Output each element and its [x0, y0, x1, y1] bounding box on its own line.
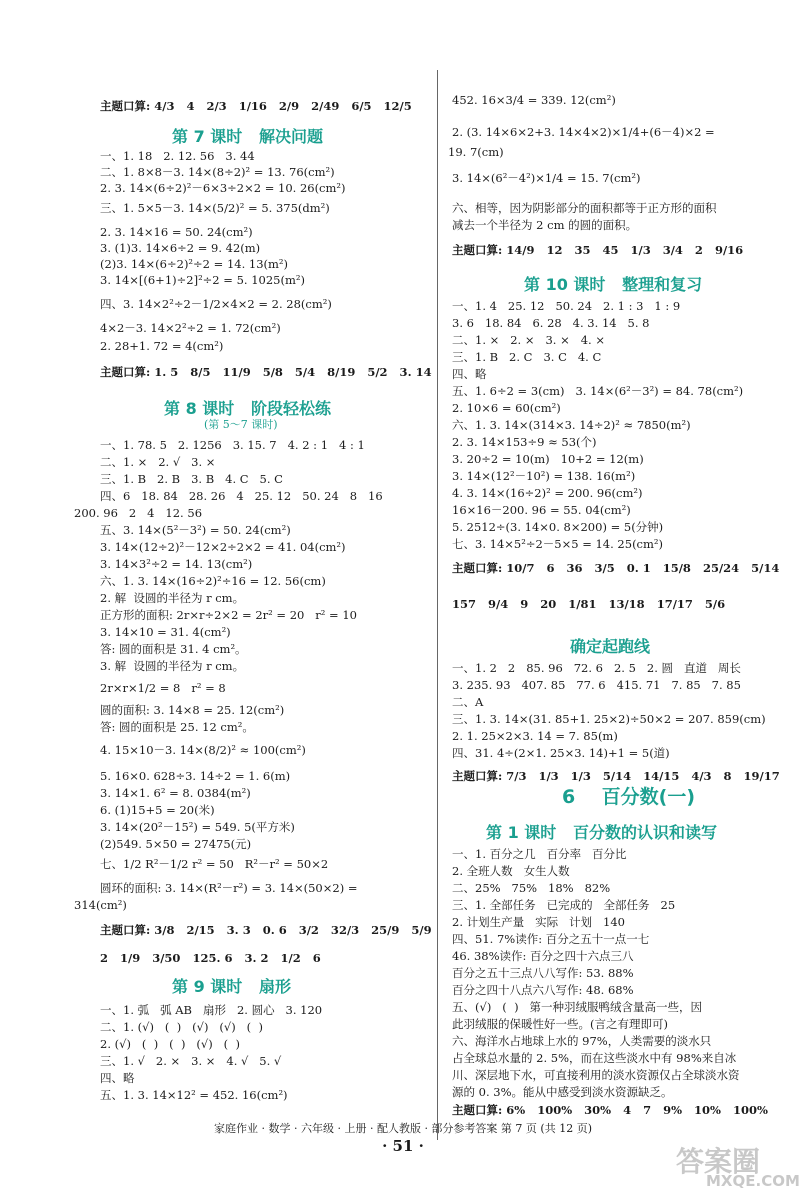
lesson1-oral: 主题口算: 6% 100% 30% 4 7 9% 10% 100%	[452, 1103, 768, 1117]
lesson7-line: 二、1. 8×8－3. 14×(8÷2)² = 13. 76(cm²)	[100, 165, 335, 179]
lesson10-line: 六、1. 3. 14×(314×3. 14÷2)² ≈ 7850(m²)	[452, 418, 691, 432]
lesson7-line: 2. 3. 14×(6÷2)²－6×3÷2×2 = 10. 26(cm²)	[100, 181, 346, 195]
runway-line: 2. 1. 25×2×3. 14 = 7. 85(m)	[452, 729, 618, 743]
lesson7-oral: 主题口算: 1. 5 8/5 11/9 5/8 5/4 8/19 5/2 3. 14	[100, 365, 432, 379]
lesson10-oral-1: 主题口算: 10/7 6 36 3/5 0. 1 15/8 25/24 5/14	[452, 561, 780, 575]
lesson7-line: 一、1. 18 2. 12. 56 3. 44	[100, 149, 255, 163]
lesson8-subtitle: (第 5～7 课时)	[204, 418, 278, 431]
top-oral-left: 主题口算: 4/3 4 2/3 1/16 2/9 2/49 6/5 12/5	[100, 99, 412, 113]
top-line-right: 六、相等，因为阴影部分的面积都等于正方形的面积	[452, 201, 717, 215]
page-number: · 51 ·	[382, 1137, 424, 1155]
watermark-url: MXQE.COM	[706, 1172, 800, 1190]
lesson8-title: 第 8 课时 阶段轻松练	[164, 399, 331, 418]
lesson1-line: 2. 计划生产量 实际 计划 140	[452, 915, 625, 929]
lesson10-line: 五、1. 6÷2 = 3(cm) 3. 14×(6²－3²) = 84. 78(cm²)	[452, 384, 744, 398]
lesson1-line: 四、51. 7%读作: 百分之五十一点一七	[452, 932, 650, 946]
lesson10-line: 七、3. 14×5²÷2－5×5 = 14. 25(cm²)	[452, 537, 663, 551]
lesson10-line: 一、1. 4 25. 12 50. 24 2. 1 : 3 1 : 9	[452, 299, 681, 313]
lesson8-line: 2. 解 设圆的半径为 r cm。	[100, 591, 245, 605]
runway-line: 三、1. 3. 14×(31. 85+1. 25×2)÷50×2 = 207. 859(cm)	[452, 712, 766, 726]
lesson8-line: 2r×r×1/2 = 8 r² = 8	[100, 681, 226, 695]
lesson8-line: 圆环的面积: 3. 14×(R²－r²) = 3. 14×(50×2) =	[100, 881, 358, 895]
lesson8-line: 正方形的面积: 2r×r÷2×2 = 2r² = 20 r² = 10	[100, 608, 357, 622]
lesson10-line: 3. 6 18. 84 6. 28 4. 3. 14 5. 8	[452, 316, 650, 330]
lesson9-line: 四、略	[100, 1071, 135, 1085]
top-oral-right: 主题口算: 14/9 12 35 45 1/3 3/4 2 9/16	[452, 243, 744, 257]
top-line-right: 减去一个半径为 2 cm 的圆的面积。	[452, 218, 638, 232]
lesson10-line: 3. 20÷2 = 10(m) 10+2 = 12(m)	[452, 452, 644, 466]
lesson1-line: 二、25% 75% 18% 82%	[452, 881, 611, 895]
lesson1-line: 一、1. 百分之几 百分率 百分比	[452, 847, 627, 861]
page-footer: 家庭作业 · 数学 · 六年级 · 上册 · 配人教版 · 部分参考答案 第 7 页 (共 12 页)	[213, 1122, 592, 1135]
lesson8-line: 314(cm²)	[74, 898, 127, 912]
lesson8-line: 六、1. 3. 14×(16÷2)²÷16 = 12. 56(cm)	[100, 574, 326, 588]
lesson1-line: 占全球总水量的 2. 5%，而在这些淡水中有 98%来自冰	[452, 1051, 737, 1065]
lesson8-line: 3. 14×1. 6² = 8. 0384(m²)	[100, 786, 251, 800]
lesson1-line: 百分之五十三点八八写作: 53. 88%	[452, 966, 634, 980]
lesson1-line: 六、海洋水占地球上水的 97%，人类需要的淡水只	[452, 1034, 712, 1048]
lesson8-oral-1: 主题口算: 3/8 2/15 3. 3 0. 6 3/2 32/3 25/9 5/9	[100, 923, 432, 937]
lesson8-line: 二、1. × 2. √ 3. ×	[100, 455, 216, 469]
lesson1-title: 第 1 课时 百分数的认识和读写	[486, 823, 717, 842]
lesson8-line: 答: 圆的面积是 31. 4 cm²。	[100, 642, 247, 656]
watermark-logo: 答案圈	[676, 1145, 761, 1178]
runway-line: 一、1. 2 2 85. 96 72. 6 2. 5 2. 圆 直道 周长	[452, 661, 741, 675]
lesson10-line: 二、1. × 2. × 3. × 4. ×	[452, 333, 605, 347]
lesson8-line: 3. 14×(20²－15²) = 549. 5(平方米)	[100, 820, 295, 834]
lesson10-oral-2: 157 9/4 9 20 1/81 13/18 17/17 5/6	[452, 597, 726, 611]
lesson7-line: 4×2－3. 14×2²÷2 = 1. 72(cm²)	[100, 321, 281, 335]
lesson1-line: 源的 0. 3%。能从中感受到淡水资源缺乏。	[452, 1085, 673, 1099]
lesson1-line: 五、(√) ( ) 第一种羽绒服鸭绒含量高一些，因	[452, 1000, 703, 1014]
runway-oral: 主题口算: 7/3 1/3 1/3 5/14 14/15 4/3 8 19/17	[452, 769, 780, 783]
lesson10-line: 2. 3. 14×153÷9 ≈ 53(个)	[452, 435, 597, 449]
lesson8-line: 圆的面积: 3. 14×8 = 25. 12(cm²)	[100, 703, 285, 717]
lesson9-title: 第 9 课时 扇形	[172, 977, 291, 996]
lesson7-line: 3. (1)3. 14×6÷2 = 9. 42(m)	[100, 241, 261, 255]
lesson10-line: 3. 14×(12²－10²) = 138. 16(m²)	[452, 469, 636, 483]
lesson9-line: 2. (√) ( ) ( ) (√) ( )	[100, 1037, 240, 1051]
lesson7-line: 三、1. 5×5－3. 14×(5/2)² = 5. 375(dm²)	[100, 201, 330, 215]
lesson9-line: 二、1. (√) ( ) (√) (√) ( )	[100, 1020, 263, 1034]
lesson8-line: 4. 15×10－3. 14×(8/2)² ≈ 100(cm²)	[100, 743, 306, 757]
lesson8-line: 200. 96 2 4 12. 56	[74, 506, 203, 520]
lesson8-line: 3. 14×3²÷2 = 14. 13(cm²)	[100, 557, 253, 571]
lesson9-line: 三、1. √ 2. × 3. × 4. √ 5. √	[100, 1054, 282, 1068]
lesson7-line: 2. 28+1. 72 = 4(cm²)	[100, 339, 224, 353]
lesson8-line: 3. 解 设圆的半径为 r cm。	[100, 659, 245, 673]
lesson10-line: 4. 3. 14×(16÷2)² = 200. 96(cm²)	[452, 486, 643, 500]
runway-line: 二、A	[452, 695, 484, 709]
unit6-title: 6 百分数(一)	[562, 786, 696, 808]
lesson8-line: 五、3. 14×(5²－3²) = 50. 24(cm²)	[100, 523, 291, 537]
lesson1-line: 百分之四十八点六八写作: 48. 68%	[452, 983, 634, 997]
lesson10-title: 第 10 课时 整理和复习	[524, 275, 703, 294]
lesson8-line: 四、6 18. 84 28. 26 4 25. 12 50. 24 8 16	[100, 489, 383, 503]
lesson8-line: 答: 圆的面积是 25. 12 cm²。	[100, 720, 254, 734]
lesson8-line: 3. 14×10 = 31. 4(cm²)	[100, 625, 231, 639]
lesson9-line: 五、1. 3. 14×12² = 452. 16(cm²)	[100, 1088, 288, 1102]
lesson10-line: 16×16－200. 96 = 55. 04(cm²)	[452, 503, 631, 517]
runway-line: 四、31. 4÷(2×1. 25×3. 14)+1 = 5(道)	[452, 746, 670, 760]
lesson8-line: 5. 16×0. 628÷3. 14÷2 = 1. 6(m)	[100, 769, 291, 783]
lesson8-line: 三、1. B 2. B 3. B 4. C 5. C	[100, 472, 283, 486]
lesson9-line: 一、1. 弧 弧 AB 扇形 2. 圆心 3. 120	[100, 1003, 323, 1017]
lesson8-oral-2: 2 1/9 3/50 125. 6 3. 2 1/2 6	[100, 951, 321, 965]
lesson1-line: 川、深层地下水，可直接利用的淡水资源仅占全球淡水资	[452, 1068, 740, 1082]
runway-title: 确定起跑线	[570, 637, 651, 656]
lesson8-line: 6. (1)15+5 = 20(米)	[100, 803, 215, 817]
lesson1-line: 三、1. 全部任务 已完成的 全部任务 25	[452, 898, 676, 912]
top-line-right: 19. 7(cm)	[448, 145, 504, 159]
lesson10-line: 5. 2512÷(3. 14×0. 8×200) = 5(分钟)	[452, 520, 664, 534]
lesson8-line: (2)549. 5×50 = 27475(元)	[100, 837, 252, 851]
lesson7-line: 四、3. 14×2²÷2－1/2×4×2 = 2. 28(cm²)	[100, 297, 332, 311]
runway-line: 3. 235. 93 407. 85 77. 6 415. 71 7. 85 7. 85	[452, 678, 741, 692]
lesson8-line: 3. 14×(12÷2)²－12×2÷2×2 = 41. 04(cm²)	[100, 540, 346, 554]
lesson7-title: 第 7 课时 解决问题	[172, 127, 323, 146]
column-divider	[437, 70, 438, 1140]
lesson10-line: 三、1. B 2. C 3. C 4. C	[452, 350, 602, 364]
top-line-right: 452. 16×3/4 = 339. 12(cm²)	[452, 93, 616, 107]
lesson1-line: 46. 38%读作: 百分之四十六点三八	[452, 949, 634, 963]
top-line-right: 2. (3. 14×6×2+3. 14×4×2)×1/4+(6－4)×2 =	[452, 125, 715, 139]
lesson8-line: 一、1. 78. 5 2. 1256 3. 15. 7 4. 2 : 1 4 : 1	[100, 438, 365, 452]
lesson10-line: 2. 10×6 = 60(cm²)	[452, 401, 561, 415]
top-line-right: 3. 14×(6²－4²)×1/4 = 15. 7(cm²)	[452, 171, 641, 185]
lesson7-line: 2. 3. 14×16 = 50. 24(cm²)	[100, 225, 253, 239]
lesson10-line: 四、略	[452, 367, 487, 381]
lesson1-line: 2. 全班人数 女生人数	[452, 864, 570, 878]
lesson1-line: 此羽绒服的保暖性好一些。(言之有理即可)	[452, 1017, 668, 1031]
lesson8-line: 七、1/2 R²－1/2 r² = 50 R²－r² = 50×2	[100, 857, 329, 871]
lesson7-line: 3. 14×[(6+1)÷2]²÷2 = 5. 1025(m²)	[100, 273, 305, 287]
lesson7-line: (2)3. 14×(6÷2)²÷2 = 14. 13(m²)	[100, 257, 289, 271]
